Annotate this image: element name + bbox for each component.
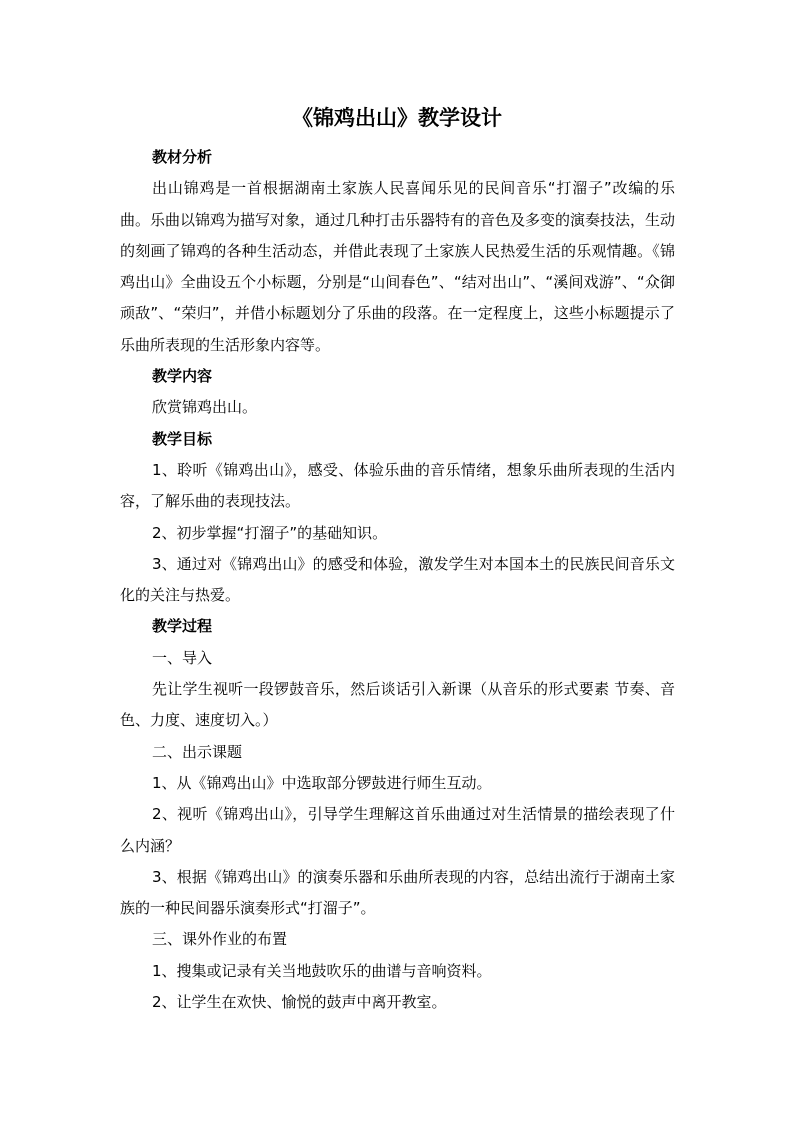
- process-part-title: 三、课外作业的布置: [152, 930, 288, 949]
- content-paragraph: 欣赏锦鸡出山。: [152, 398, 258, 417]
- process-item: 3、根据《锦鸡出山》的演奏乐器和乐曲所表现的内容，总结出流行于湖南土家族的一种民间器乐演奏形式“打溜子”。: [120, 867, 675, 918]
- process-part-title: 二、出示课题: [152, 742, 243, 761]
- process-part-title: 一、导入: [152, 648, 213, 667]
- goal-item: 3、通过对《锦鸡出山》的感受和体验，激发学生对本国本土的民族民间音乐文化的关注与热爱。: [120, 554, 675, 605]
- section-heading-goals: 教学目标: [152, 429, 213, 448]
- process-item: 2、视听《锦鸡出山》，引导学生理解这首乐曲通过对生活情景的描绘表现了什么内涵？: [120, 805, 675, 855]
- goal-item: 1、聆听《锦鸡出山》，感受、体验乐曲的音乐情绪，想象乐曲所表现的生活内容，了解乐曲的表现技法。: [120, 460, 675, 511]
- document-body: [120, 142, 675, 1018]
- process-part-text: 先让学生视听一段锣鼓音乐，然后谈话引入新课（从音乐的形式要素 节奏、音色、力度、速度切入。）: [120, 680, 675, 730]
- goal-item: 2、初步掌握“打溜子”的基础知识。: [152, 523, 388, 542]
- process-item: 2、让学生在欢快、愉悦的鼓声中离开教室。: [152, 993, 447, 1012]
- analysis-paragraph: 出山锦鸡是一首根据湖南土家族人民喜闻乐见的民间音乐“打溜子”改编的乐曲。乐曲以锦鸡为描写对象，通过几种打击乐器特有的音色及多变的演奏技法，生动的刻画了锦鸡的各种生活动态，并借此表现了土家族人民热爱生活的乐观情趣。《锦鸡出山》全曲设五个小标题，分别是“山间春色”、“结对出山”、“溪间戏游”、“众御顽敌”、“荣归”，并借小标题划分了乐曲的段落。在一定程度上，这些小标题提示了乐曲所表现的生活形象内容等。: [120, 179, 676, 354]
- document-title: 《锦鸡出山》教学设计: [292, 106, 502, 130]
- section-heading-process: 教学过程: [152, 617, 213, 636]
- process-item: 1、从《锦鸡出山》中选取部分锣鼓进行师生互动。: [152, 773, 492, 792]
- process-item: 1、搜集或记录有关当地鼓吹乐的曲谱与音响资料。: [152, 961, 492, 980]
- section-heading-analysis: 教材分析: [152, 148, 213, 166]
- section-heading-content: 教学内容: [152, 367, 213, 386]
